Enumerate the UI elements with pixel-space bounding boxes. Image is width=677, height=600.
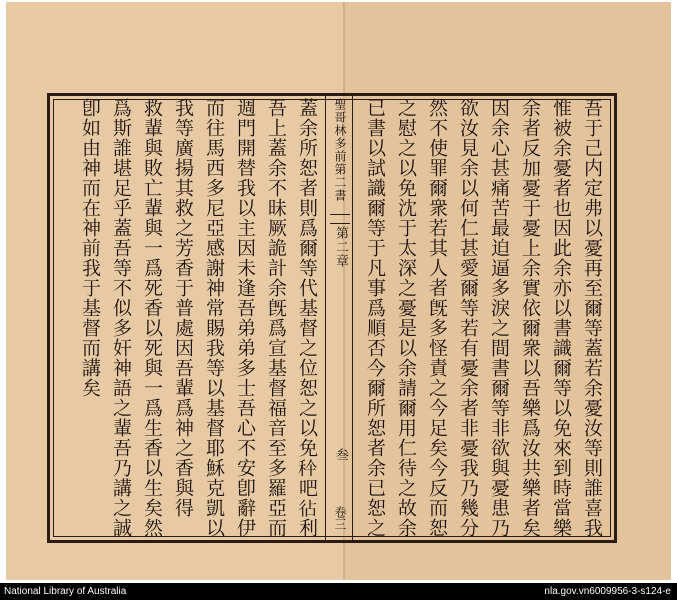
fish-tail-mark <box>330 214 350 224</box>
right-col-4: 因余心甚痛苦最迫逼多淚之間書爾等非欲與憂患乃 <box>488 98 510 538</box>
center-title: 聖哥林多前第二書 <box>333 98 347 202</box>
left-col-2: 吾上蓋余不昧厥詭計余旣爲宣基督福音至多羅亞而 <box>265 98 287 538</box>
left-col-3: 週門開替我以主因未逢吾弟弟多士吾心不安卽辭伊 <box>234 98 256 538</box>
library-credit: National Library of Australia <box>4 586 127 597</box>
center-page-number: 叁 <box>333 448 348 467</box>
left-col-6: 救輩與敗亡輩與一爲死香以死與一爲生香以生矣然 <box>141 98 163 538</box>
left-col-1: 蓋余所恕者則爲爾等代基督之位恕之以免𥝺吧𢓕利 <box>296 98 318 538</box>
center-chapter: 第二章 <box>333 226 348 268</box>
left-col-7: 爲斯誰堪足乎蓋吾等不似多奸神語之輩吾乃講之誠 <box>110 98 132 538</box>
record-identifier: nla.gov.vn6009956-3-s124-e <box>544 586 671 597</box>
left-col-8: 卽如由神而在神前我于基督而講矣 <box>79 98 101 398</box>
right-col-6: 然不使罪爾衆若其人者旣多怪責之今足矣今反而恕 <box>426 98 448 538</box>
right-col-8: 已書以試識爾等于凡事爲順否今爾所恕者余已恕之 <box>364 98 386 538</box>
center-volume: 卷三 <box>333 506 347 530</box>
left-col-5: 我等廣揚其救之芳香于普處因吾輩爲神之香與得 <box>172 98 194 518</box>
right-col-5: 欲汝見余以何仁甚愛爾等若有憂余者非憂我乃幾分 <box>457 98 479 538</box>
center-strip <box>325 96 353 540</box>
left-col-4: 而往馬西多尼亞感謝神常賜我等以基督耶穌克凱以 <box>203 98 225 538</box>
right-col-1: 吾于己内定弗以憂再至爾等蓋若余憂汝等則誰喜我 <box>581 98 603 538</box>
right-col-2: 惟被余憂者也因此余亦以書識爾等以免來到時當樂 <box>550 98 572 538</box>
footer-bar <box>0 583 677 600</box>
right-col-7: 之慰之以免沈于太深之憂是以余請爾用仁待之故余 <box>395 98 417 538</box>
right-col-3: 余者反加憂于憂上余實依爾衆以吾樂爲汝共樂者矣 <box>519 98 541 538</box>
